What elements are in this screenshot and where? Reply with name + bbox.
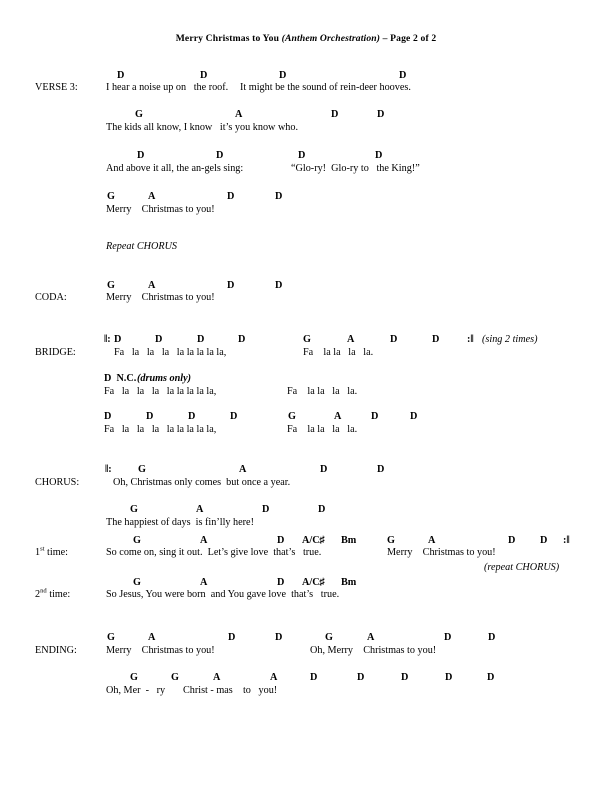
lyric: Merry Christmas to you! [106, 292, 215, 303]
lyric-row [0, 122, 612, 135]
lyric: Merry Christmas to you! [106, 204, 215, 215]
chord: G [133, 535, 141, 546]
lyric-row [0, 386, 612, 399]
section-label-verse3: VERSE 3: [35, 82, 78, 93]
chord-row [0, 191, 612, 203]
chord: D [371, 411, 379, 422]
chord: D [298, 150, 306, 161]
chord: A [334, 411, 342, 422]
chord: Bm [341, 535, 357, 546]
chord: G [130, 672, 138, 683]
second-time-number: 2 [35, 589, 41, 600]
lyric: Oh, Merry Christmas to you! [310, 645, 437, 656]
chord: A/C♯ [302, 535, 325, 546]
chord: G [171, 672, 179, 683]
lyric-row [0, 424, 612, 437]
chord: D [275, 280, 283, 291]
lyric-row [0, 547, 612, 560]
first-time-ordinal-suffix: st [40, 545, 45, 553]
repeat-open-icon: ‖: [104, 334, 111, 345]
chord-nc: D N.C. [104, 373, 139, 384]
chord: G [387, 535, 395, 546]
chord: A [270, 672, 278, 683]
chord: D [197, 334, 205, 345]
chord: D [401, 672, 409, 683]
chord: D [275, 632, 283, 643]
chord: G [133, 577, 141, 588]
chord: A [213, 672, 221, 683]
lyric-row [0, 685, 612, 698]
repeat-open-icon: ‖: [105, 464, 112, 475]
chord: D [488, 632, 496, 643]
chord-row [0, 464, 612, 476]
chord: G [325, 632, 333, 643]
chord: D [487, 672, 495, 683]
chord: G [107, 280, 115, 291]
chord: A [196, 504, 204, 515]
chord: D [377, 464, 385, 475]
chord: D [228, 632, 236, 643]
chord: D [188, 411, 196, 422]
chord: D [137, 150, 145, 161]
lyric: So Jesus, You were born and You gave love that’s true. [106, 589, 340, 600]
lyric: I hear a noise up on the roof. [106, 82, 229, 93]
chord: D [238, 334, 246, 345]
chord: G [288, 411, 296, 422]
chord: D [390, 334, 398, 345]
lyric-row [0, 292, 612, 305]
section-label-bridge: BRIDGE: [35, 347, 76, 358]
chord: D [277, 577, 285, 588]
chord: D [444, 632, 452, 643]
second-time-ordinal-suffix: nd [40, 587, 47, 595]
chord: D [114, 334, 122, 345]
repeat-chorus-inline-note: (repeat CHORUS) [484, 562, 560, 573]
lyric: The kids all know, I know it’s you know who. [106, 122, 299, 133]
lyric: So come on, sing it out. Let’s give love that’s true. [106, 547, 322, 558]
chord: A [428, 535, 436, 546]
chord-row [0, 577, 612, 589]
chord: D [227, 191, 235, 202]
lyric-row [0, 477, 612, 490]
chord: A [200, 577, 208, 588]
repeat-close-icon: :‖ [467, 334, 474, 345]
lyric: Merry Christmas to you! [106, 645, 215, 656]
chord-row [0, 411, 612, 423]
chord: G [130, 504, 138, 515]
chord: G [303, 334, 311, 345]
page-title-subtitle: (Anthem Orchestration) [281, 33, 381, 44]
chord: D [410, 411, 418, 422]
chord: D [277, 535, 285, 546]
first-time-tail: time: [44, 547, 68, 558]
chord-row [0, 672, 612, 684]
chord-row-nc [0, 373, 612, 385]
lyric-row [0, 82, 612, 95]
chord: A/C♯ [302, 577, 325, 588]
lyric: “Glo-ry! Glo-ry to the King!” [291, 163, 420, 174]
chord: D [377, 109, 385, 120]
drums-only-note: (drums only) [137, 373, 192, 384]
chord: D [275, 191, 283, 202]
lyric: Fa la la la la la la la la, [104, 386, 217, 397]
chord: G [107, 632, 115, 643]
chord: D [508, 535, 516, 546]
chord: D [146, 411, 154, 422]
section-label-chorus: CHORUS: [35, 477, 80, 488]
chord: D [331, 109, 339, 120]
chord: D [227, 280, 235, 291]
chord: D [375, 150, 383, 161]
chord-row [0, 109, 612, 121]
section-label-ending: ENDING: [35, 645, 77, 656]
chord: A [148, 191, 156, 202]
lyric: Fa la la la la. [287, 424, 358, 435]
chord-row [0, 334, 612, 346]
lyric: Fa la la la la. [287, 386, 358, 397]
section-label-coda: CODA: [35, 292, 67, 303]
page-title-main: Merry Christmas to You [175, 33, 282, 44]
chord: D [117, 70, 125, 81]
page-title [0, 33, 612, 44]
chord: A [235, 109, 243, 120]
chord: D [399, 70, 407, 81]
chord-row [0, 150, 612, 162]
chord: D [432, 334, 440, 345]
chord: D [445, 672, 453, 683]
chord: Bm [341, 577, 357, 588]
chord: A [148, 280, 156, 291]
second-time-tail: time: [46, 589, 71, 600]
chord: D [104, 411, 112, 422]
chord: A [347, 334, 355, 345]
lyric-row [0, 645, 612, 658]
chord: A [148, 632, 156, 643]
lyric: Fa la la la la la la la la, [114, 347, 227, 358]
lyric: The happiest of days is fin’lly here! [106, 517, 254, 528]
lyric-row [0, 163, 612, 176]
lyric-row [0, 589, 612, 602]
chord: D [262, 504, 270, 515]
lyric-row [0, 517, 612, 530]
chord: D [155, 334, 163, 345]
chord-row [0, 632, 612, 644]
lyric: It might be the sound of rein-deer hooves. [240, 82, 411, 93]
chord-row [0, 70, 612, 82]
chord: D [320, 464, 328, 475]
first-time-number: 1 [35, 547, 41, 558]
chord-row [0, 535, 612, 547]
lyric-row [0, 204, 612, 217]
lyric: And above it all, the an-gels sing: [106, 163, 244, 174]
repeat-close-icon: :‖ [563, 535, 570, 546]
chord: D [279, 70, 287, 81]
lyric-row [0, 347, 612, 360]
page-title-tail: – Page 2 of 2 [380, 33, 437, 44]
lyric: Fa la la la la la la la la, [104, 424, 217, 435]
chord: D [230, 411, 238, 422]
chord-row [0, 280, 612, 292]
chord: D [540, 535, 548, 546]
chord: D [318, 504, 326, 515]
chord-row [0, 504, 612, 516]
sing-2-times-note: (sing 2 times) [482, 334, 538, 345]
chord: G [107, 191, 115, 202]
chord: A [367, 632, 375, 643]
chord: D [310, 672, 318, 683]
lyric: Fa la la la la. [303, 347, 374, 358]
chord: A [200, 535, 208, 546]
lyric: Merry Christmas to you! [387, 547, 496, 558]
lyric: Oh, Mer - ry Christ - mas to you! [106, 685, 278, 696]
chord: A [239, 464, 247, 475]
chord: G [135, 109, 143, 120]
chord: G [138, 464, 146, 475]
chord: D [357, 672, 365, 683]
chord: D [216, 150, 224, 161]
lyric: Oh, Christmas only comes but once a year. [113, 477, 291, 488]
chord: D [200, 70, 208, 81]
repeat-chorus-note: Repeat CHORUS [106, 241, 178, 252]
